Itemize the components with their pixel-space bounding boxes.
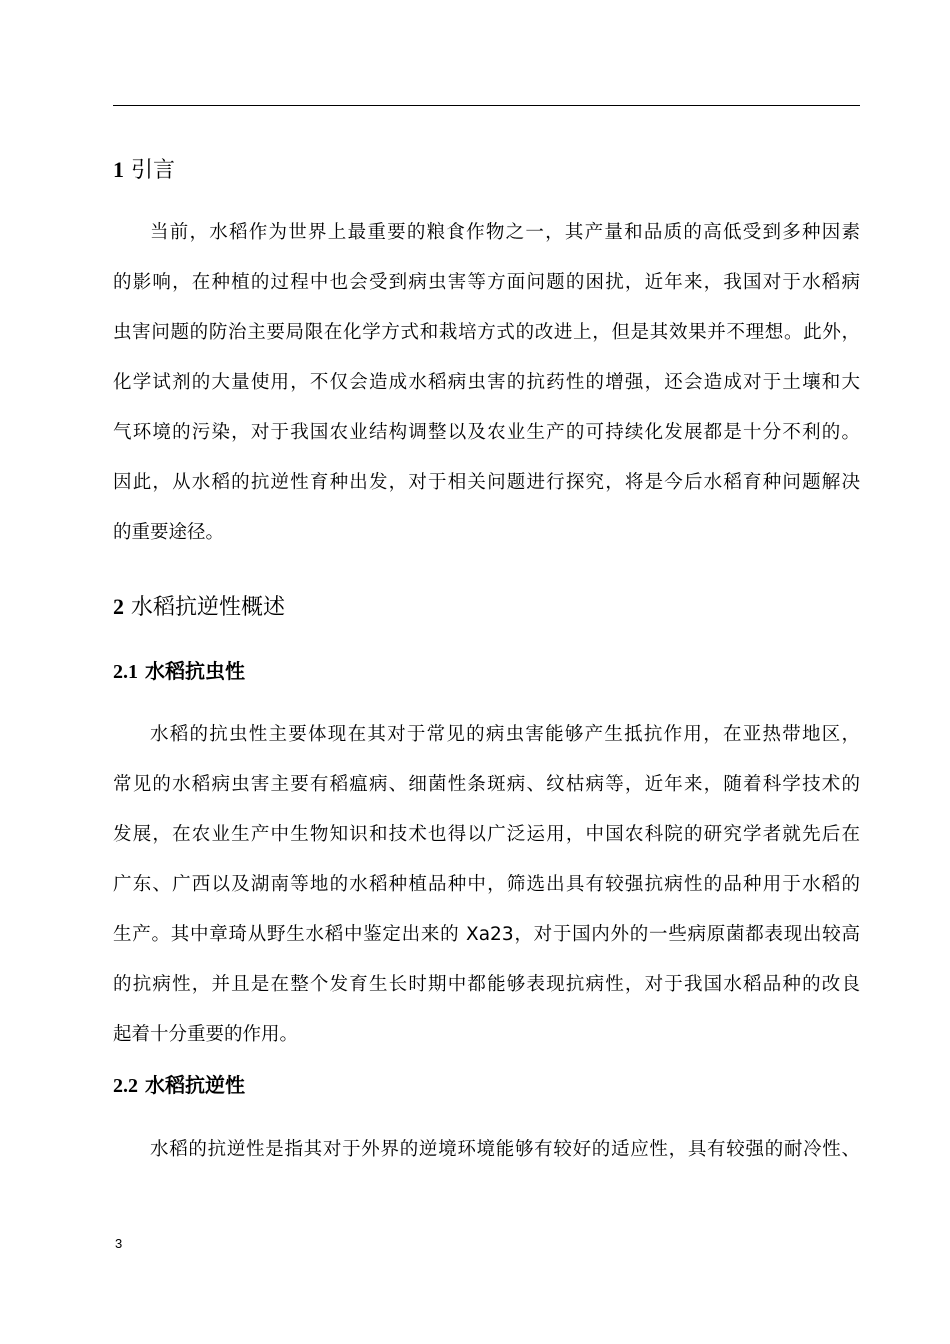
section-1-number: 1 xyxy=(113,157,124,182)
section-2-number: 2 xyxy=(113,594,124,619)
paragraph-line: 的影响，在种植的过程中也会受到病虫害等方面问题的困扰，近年来，我国对于水稻病 xyxy=(113,272,860,293)
paragraph-line: 广东、广西以及湖南等地的水稻种植品种中，筛选出具有较强抗病性的品种用于水稻的 xyxy=(113,874,860,895)
section-2-1-heading xyxy=(113,657,245,686)
paragraph-line: 起着十分重要的作用。 xyxy=(113,1024,299,1045)
section-2-1-number: 2.1 xyxy=(113,661,138,683)
paragraph-line: 虫害问题的防治主要局限在化学方式和栽培方式的改进上，但是其效果并不理想。此外， xyxy=(113,322,860,343)
section-1-title: 引言 xyxy=(131,158,176,183)
section-2-2-paragraph xyxy=(113,1125,860,1175)
section-2-heading xyxy=(113,592,285,623)
section-2-1-title: 水稻抗虫性 xyxy=(144,659,245,683)
section-2-1-paragraph xyxy=(113,710,860,1060)
section-2-2-title: 水稻抗逆性 xyxy=(144,1073,245,1097)
paragraph-line: 的重要途径。 xyxy=(113,522,225,543)
section-2-2-heading xyxy=(113,1071,245,1100)
paragraph-line: 因此，从水稻的抗逆性育种出发，对于相关问题进行探究，将是今后水稻育种问题解决 xyxy=(113,472,860,493)
paragraph-line: 气环境的污染，对于我国农业结构调整以及农业生产的可持续化发展都是十分不利的。 xyxy=(113,422,860,443)
paragraph-line: 的抗病性，并且是在整个发育生长时期中都能够表现抗病性，对于我国水稻品种的改良 xyxy=(113,974,860,995)
section-1-heading xyxy=(113,155,175,186)
paragraph-line: 常见的水稻病虫害主要有稻瘟病、细菌性条斑病、纹枯病等，近年来，随着科学技术的 xyxy=(113,774,860,795)
paragraph-line: 水稻的抗逆性是指其对于外界的逆境环境能够有较好的适应性，具有较强的耐冷性、 xyxy=(150,1139,860,1160)
paragraph-line: 发展，在农业生产中生物知识和技术也得以广泛运用，中国农科院的研究学者就先后在 xyxy=(113,824,860,845)
section-2-2-number: 2.2 xyxy=(113,1075,138,1097)
paragraph-line: 化学试剂的大量使用，不仅会造成水稻病虫害的抗药性的增强，还会造成对于土壤和大 xyxy=(113,372,860,393)
section-2-title: 水稻抗逆性概述 xyxy=(131,595,286,620)
page-number: 3 xyxy=(115,1236,123,1251)
paragraph-line: 生产。其中章琦从野生水稻中鉴定出来的 Xa23，对于国内外的一些病原菌都表现出较高 xyxy=(113,924,860,945)
section-1-paragraph xyxy=(113,208,860,558)
paragraph-line: 水稻的抗虫性主要体现在其对于常见的病虫害能够产生抵抗作用，在亚热带地区， xyxy=(150,724,860,745)
header-rule xyxy=(113,105,860,106)
paragraph-line: 当前，水稻作为世界上最重要的粮食作物之一，其产量和品质的高低受到多种因素 xyxy=(150,222,860,243)
